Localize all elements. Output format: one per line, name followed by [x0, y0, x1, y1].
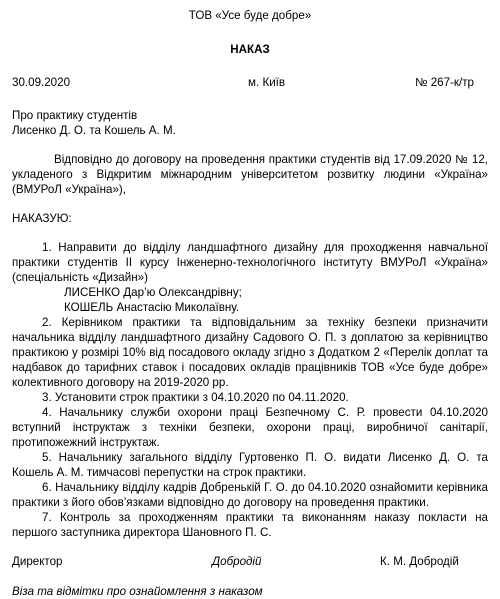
order-item-3: 3. Установити строк практики з 04.10.2020 по 04.11.2020.	[42, 391, 349, 404]
signatory-role: Директор	[12, 555, 63, 568]
signatory-name: К. М. Добродій	[380, 555, 459, 568]
order-item-4: 4. Начальнику служби охорони праці Безпечному С. Р. провести 04.10.2020 вступний інструктаж з техніки безпеки, охорони праці, виробничої санітарії, протипожежний інструктаж.	[12, 406, 488, 449]
order-item-6: 6. Начальнику відділу кадрів Добренькій Г. О. до 04.10.2020 ознайомити керівника практики з його обов’язками відповідно до договору на проведення практики.	[12, 481, 488, 509]
orders-heading: НАКАЗУЮ:	[12, 212, 72, 225]
order-subject	[12, 108, 488, 138]
company-name: ТОВ «Усе буде добре»	[188, 9, 312, 22]
student-name: КОШЕЛЬ Анастасію Миколаївну.	[64, 301, 240, 314]
signature-block	[12, 554, 488, 569]
order-item-1: 1. Направити до відділу ландшафтного дизайну для проходження навчальної практики студентів II курсу Інженерно-технологічного інституту ВМУРоЛ «Україна» (спеціальність «Дизайн»)	[12, 241, 488, 284]
order-item-7: 7. Контроль за проходженням практики та виконанням наказу покласти на першого заступника директора Шановного П. С.	[12, 511, 488, 539]
signature: Добродій	[212, 555, 262, 568]
order-number: № 267-к/тр	[415, 76, 474, 89]
order-city: м. Київ	[248, 76, 286, 89]
visa-note: Віза та відмітки про ознайомлення з наказом	[12, 585, 263, 598]
order-item-5: 5. Начальнику загального відділу Гуртовенко П. О. видати Лисенко Д. О. та Кошель А. М. тимчасові перепустки на строк практики.	[12, 451, 488, 479]
document-meta	[12, 75, 488, 90]
preamble-paragraph: Відповідно до договору на проведення практики студентів від 17.09.2020 № 12, укладеного з Відкритим міжнародним університетом розвитку людини «Україна» (ВМУРоЛ «Україна»),	[12, 153, 488, 196]
student-name: ЛИСЕНКО Дар’ю Олександрівну;	[64, 286, 242, 299]
document-title: НАКАЗ	[230, 43, 270, 56]
order-items	[12, 240, 488, 540]
subject-line: Лисенко Д. О. та Кошель А. М.	[12, 124, 176, 137]
order-item-2: 2. Керівником практики та відповідальним за техніку безпеки призначити начальника відділу ландшафтного дизайну Садового О. П. з доплатою за керівництво практикою у розмірі 10% від посадового окладу згідно з Додатком 2 «Перелік доплат та надбавок до тарифних ставок і посадових окладів працівників ТОВ «Усе буде добре» колективного договору на 2019-2020 рр.	[12, 316, 488, 389]
order-date: 30.09.2020	[12, 76, 71, 89]
subject-line: Про практику студентів	[12, 109, 138, 122]
